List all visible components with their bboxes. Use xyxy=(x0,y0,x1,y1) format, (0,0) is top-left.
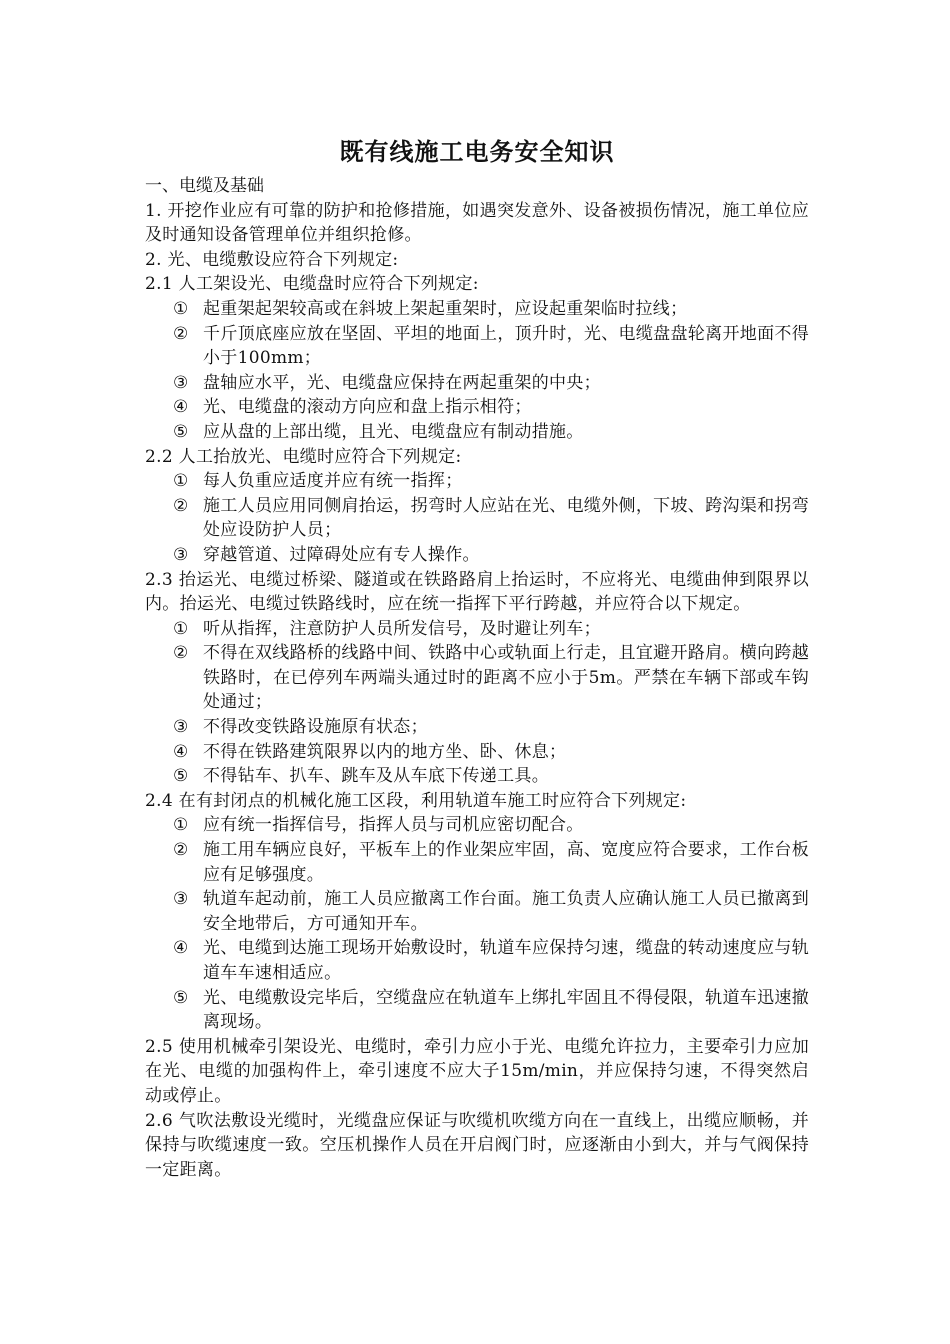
subsection-2-4-list xyxy=(145,813,809,1034)
list-item xyxy=(145,887,809,936)
item-text: 光、电缆敷设完毕后，空缆盘应在轨道车上绑扎牢固且不得侵限，轨道车迅速撤离现场。 xyxy=(203,987,809,1033)
item-number: ① xyxy=(173,471,189,492)
list-item xyxy=(145,813,809,838)
paragraph-1: 1. 开挖作业应有可靠的防护和抢修措施，如遇突发意外、设备被损伤情况，施工单位应及时通知设备管理单位并组织抢修。 xyxy=(145,200,809,246)
subsection-2-1-heading: 2.1 人工架设光、电缆盘时应符合下列规定: xyxy=(145,274,479,295)
document-title: 既有线施工电务安全知识 xyxy=(339,137,615,166)
item-text: 起重架起架较高或在斜坡上架起重架时，应设起重架临时拉线； xyxy=(203,298,688,319)
list-item xyxy=(145,297,809,322)
list-item xyxy=(145,838,809,887)
item-text: 光、电缆盘的滚动方向应和盘上指示相符； xyxy=(203,397,532,418)
section-heading: 一、电缆及基础 xyxy=(145,176,264,196)
item-number: ② xyxy=(173,643,189,664)
item-text: 不得在铁路建筑限界以内的地方坐、卧、休息； xyxy=(203,741,567,762)
item-number: ③ xyxy=(173,889,189,910)
paragraph-2-6: 2.6 气吹法敷设光缆时，光缆盘应保证与吹缆机吹缆方向在一直线上，出缆应顺畅，并保持与吹缆速度一致。空压机操作人员在开启阀门时，应逐渐由小到大，并与气阀保持一定距离。 xyxy=(145,1110,809,1180)
item-text: 穿越管道、过障碍处应有专人操作。 xyxy=(203,544,480,565)
item-number: ③ xyxy=(173,372,189,393)
list-item xyxy=(145,936,809,985)
item-number: ① xyxy=(173,815,189,836)
item-number: ① xyxy=(173,298,189,319)
list-item xyxy=(145,543,809,568)
list-item xyxy=(145,715,809,740)
list-item xyxy=(145,740,809,765)
item-text: 应从盘的上部出缆，且光、电缆盘应有制动措施。 xyxy=(203,421,584,442)
item-text: 每人负重应适度并应有统一指挥； xyxy=(203,471,463,492)
item-number: ② xyxy=(173,840,189,861)
document-page xyxy=(145,134,809,1182)
list-item xyxy=(145,395,809,420)
list-item xyxy=(145,322,809,371)
item-text: 不得改变铁路设施原有状态； xyxy=(203,717,428,738)
list-item xyxy=(145,617,809,642)
list-item xyxy=(145,469,809,494)
item-number: ⑤ xyxy=(173,987,189,1008)
item-text: 盘轴应水平，光、电缆盘应保持在两起重架的中央； xyxy=(203,372,601,393)
item-text: 轨道车起动前，施工人员应撤离工作台面。施工负责人应确认施工人员已撤离到安全地带后，方可通知开车。 xyxy=(203,889,809,934)
subsection-2-1-list xyxy=(145,297,809,445)
item-text: 不得钻车、扒车、跳车及从车底下传递工具。 xyxy=(203,766,549,787)
list-item xyxy=(145,764,809,789)
item-text: 千斤顶底座应放在坚固、平坦的地面上，顶升时，光、电缆盘盘轮离开地面不得小于100mm； xyxy=(203,323,809,369)
item-number: ③ xyxy=(173,717,189,738)
item-text: 应有统一指挥信号，指挥人员与司机应密切配合。 xyxy=(203,815,584,836)
item-number: ② xyxy=(173,495,189,516)
item-number: ② xyxy=(173,323,189,344)
paragraph-2: 2. 光、电缆敷设应符合下列规定: xyxy=(145,249,399,270)
paragraph-2-5: 2.5 使用机械牵引架设光、电缆时，牵引力应小于光、电缆允许拉力，主要牵引力应加在光、电缆的加强构件上，牵引速度不应大子15m/min，并应保持匀速，不得突然启动或停止。 xyxy=(145,1036,809,1106)
list-item xyxy=(145,986,809,1035)
item-number: ① xyxy=(173,618,189,639)
list-item xyxy=(145,494,809,543)
item-number: ⑤ xyxy=(173,766,189,787)
item-number: ③ xyxy=(173,544,189,565)
item-text: 施工人员应用同侧肩抬运，拐弯时人应站在光、电缆外侧，下坡、跨沟渠和拐弯处应设防护人员； xyxy=(203,495,809,541)
list-item xyxy=(145,420,809,445)
subsection-2-4-heading: 2.4 在有封闭点的机械化施工区段，利用轨道车施工时应符合下列规定: xyxy=(145,790,687,811)
item-number: ④ xyxy=(173,741,189,762)
subsection-2-2-heading: 2.2 人工抬放光、电缆时应符合下列规定: xyxy=(145,446,462,467)
item-text: 不得在双线路桥的线路中间、铁路中心或轨面上行走，且宜避开路肩。横向跨越铁路时，在已停列车两端头通过时的距离不应小于5m。严禁在车辆下部或车钩处通过； xyxy=(203,643,809,713)
subsection-2-3-list xyxy=(145,617,809,789)
item-number: ④ xyxy=(173,938,189,959)
item-text: 听从指挥，注意防护人员所发信号，及时避让列车； xyxy=(203,618,601,639)
item-text: 光、电缆到达施工现场开始敷设时，轨道车应保持匀速，缆盘的转动速度应与轨道车车速相适应。 xyxy=(203,938,809,983)
subsection-2-3-heading: 2.3 抬运光、电缆过桥梁、隧道或在铁路路肩上抬运时，不应将光、电缆曲伸到限界以内。抬运光、电缆过铁路线时，应在统一指挥下平行跨越，并应符合以下规定。 xyxy=(145,569,809,615)
item-number: ④ xyxy=(173,397,189,418)
item-text: 施工用车辆应良好，平板车上的作业架应牢固，高、宽度应符合要求，工作台板应有足够强度。 xyxy=(203,840,809,885)
subsection-2-2-list xyxy=(145,469,809,567)
item-number: ⑤ xyxy=(173,421,189,442)
list-item xyxy=(145,641,809,715)
list-item xyxy=(145,371,809,396)
